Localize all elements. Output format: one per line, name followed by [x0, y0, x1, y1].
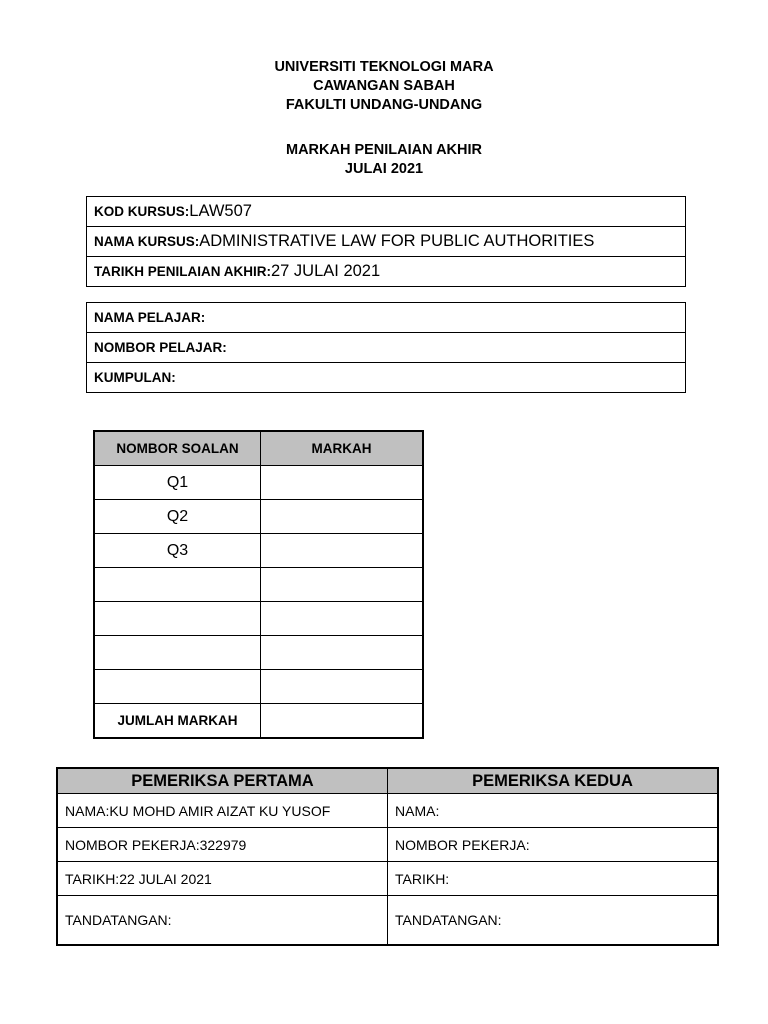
- assessment-date-value: 27 JULAI 2021: [271, 262, 381, 280]
- total-row: [94, 704, 423, 739]
- first-examiner-name-cell[interactable]: [57, 794, 388, 828]
- question-cell: Q1: [94, 466, 261, 500]
- institution-header: [0, 58, 768, 115]
- examiner-name-row: [57, 794, 718, 828]
- document-title: [0, 141, 768, 179]
- campus-name: CAWANGAN SABAH: [313, 78, 455, 94]
- faculty-name: FAKULTI UNDANG-UNDANG: [285, 97, 483, 113]
- question-cell: Q3: [94, 534, 261, 568]
- examiners-header-row: [57, 768, 718, 794]
- first-examiner-name: KU MOHD AMIR AIZAT KU YUSOF: [109, 802, 331, 819]
- question-cell: [94, 636, 261, 670]
- total-marks-cell[interactable]: [261, 704, 424, 739]
- examiners-table: [56, 767, 719, 946]
- second-examiner-header: PEMERIKSA KEDUA: [388, 768, 719, 794]
- staff-number-label: NOMBOR PEKERJA:: [65, 836, 200, 853]
- course-code-row: [87, 197, 686, 227]
- question-cell: [94, 670, 261, 704]
- mark-cell[interactable]: [261, 636, 424, 670]
- course-name-value: ADMINISTRATIVE LAW FOR PUBLIC AUTHORITIES: [199, 232, 595, 250]
- mark-cell[interactable]: [261, 602, 424, 636]
- mark-cell[interactable]: [261, 670, 424, 704]
- table-row: [94, 602, 423, 636]
- second-examiner-name-cell[interactable]: [388, 794, 719, 828]
- total-marks-label: JUMLAH MARKAH: [94, 704, 261, 739]
- second-examiner-staff-cell[interactable]: [388, 828, 719, 862]
- course-code-label: KOD KURSUS:: [94, 204, 190, 219]
- table-row: [94, 466, 423, 500]
- first-examiner-header: PEMERIKSA PERTAMA: [57, 768, 388, 794]
- course-name-row: [87, 227, 686, 257]
- name-label: NAMA:: [65, 802, 110, 819]
- student-info-table: [86, 302, 686, 393]
- assessment-date-row: [87, 257, 686, 287]
- examiner-staff-row: [57, 828, 718, 862]
- university-name: UNIVERSITI TEKNOLOGI MARA: [274, 59, 494, 75]
- second-examiner-date-cell[interactable]: [388, 862, 719, 896]
- assessment-title: MARKAH PENILAIAN AKHIR: [285, 142, 482, 158]
- first-examiner-signature-cell[interactable]: [57, 896, 388, 946]
- date-label: TARIKH:: [395, 870, 450, 887]
- first-examiner-date: 22 JULAI 2021: [119, 870, 212, 887]
- assessment-session: JULAI 2021: [344, 161, 424, 177]
- question-cell: [94, 602, 261, 636]
- date-label: TARIKH:: [65, 870, 120, 887]
- student-number-label: NOMBOR PELAJAR:: [87, 333, 686, 363]
- first-examiner-date-cell[interactable]: [57, 862, 388, 896]
- marks-header-row: [94, 431, 423, 466]
- first-examiner-staff-cell[interactable]: [57, 828, 388, 862]
- question-cell: Q2: [94, 500, 261, 534]
- assessment-date-label: TARIKH PENILAIAN AKHIR:: [94, 264, 271, 279]
- table-row: [94, 534, 423, 568]
- table-row: [94, 636, 423, 670]
- student-group-label: KUMPULAN:: [87, 363, 686, 393]
- student-group-row[interactable]: [87, 363, 686, 393]
- course-name-label: NAMA KURSUS:: [94, 234, 200, 249]
- table-row: [94, 500, 423, 534]
- mark-cell[interactable]: [261, 500, 424, 534]
- table-row: [94, 670, 423, 704]
- student-number-row[interactable]: [87, 333, 686, 363]
- question-cell: [94, 568, 261, 602]
- signature-label: TANDATANGAN:: [65, 912, 172, 928]
- second-examiner-signature-cell[interactable]: [388, 896, 719, 946]
- question-number-header: NOMBOR SOALAN: [94, 431, 261, 466]
- staff-number-label: NOMBOR PEKERJA:: [395, 836, 530, 853]
- first-examiner-staff-number: 322979: [199, 836, 247, 853]
- name-label: NAMA:: [395, 802, 440, 819]
- mark-cell[interactable]: [261, 534, 424, 568]
- marks-header: MARKAH: [261, 431, 424, 466]
- examiner-signature-row: [57, 896, 718, 946]
- marks-table: [93, 430, 424, 739]
- mark-cell[interactable]: [261, 568, 424, 602]
- mark-cell[interactable]: [261, 466, 424, 500]
- examiner-date-row: [57, 862, 718, 896]
- student-name-row[interactable]: [87, 303, 686, 333]
- signature-label: TANDATANGAN:: [395, 912, 502, 928]
- student-name-label: NAMA PELAJAR:: [87, 303, 686, 333]
- course-code-value: LAW507: [189, 202, 252, 220]
- course-info-table: [86, 196, 686, 287]
- table-row: [94, 568, 423, 602]
